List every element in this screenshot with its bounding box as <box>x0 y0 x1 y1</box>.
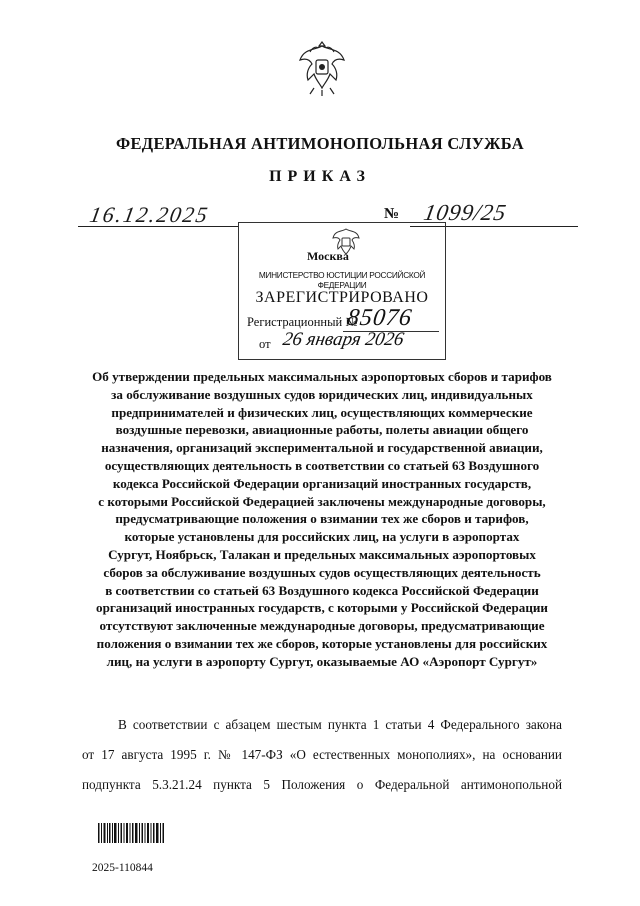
stamp-city: Москва <box>307 249 349 263</box>
title-line: которые установлены для российских лиц, на услуги в аэропортах <box>124 529 520 545</box>
document-type: ПРИКАЗ <box>269 168 371 185</box>
title-line: осуществляющих деятельность в соответствии со статьей 63 Воздушного <box>104 457 540 473</box>
title-line: за обслуживание воздушных судов юридических лиц, индивидуальных <box>111 386 533 402</box>
title-line: отсутствуют заключенные международные договоры, предусматривающие <box>99 618 545 634</box>
stamp-date: 26 января 2026 <box>281 329 406 350</box>
title-line: предусматривающие положения о взимании тех же сборов и тарифов, <box>115 511 529 527</box>
stamp-registered: ЗАРЕГИСТРИРОВАНО <box>255 289 429 306</box>
body-paragraph <box>82 710 562 800</box>
date-underline <box>78 226 238 227</box>
stamp-registration-label: Регистрационный № <box>247 315 358 329</box>
body-line: В соответствии с абзацем шестым пункта 1 статьи 4 Федерального закона <box>118 717 562 732</box>
agency-name: ФЕДЕРАЛЬНАЯ АНТИМОНОПОЛЬНАЯ СЛУЖБА <box>116 134 524 153</box>
title-line: Сургут, Ноябрьск, Талакан и предельных максимальных аэропортовых <box>108 546 536 562</box>
title-line: кодекса Российской Федерации организаций иностранных государств, <box>112 475 532 491</box>
title-line: лиц, на услуги в аэропорту Сургут, оказываемые АО «Аэропорт Сургут» <box>106 653 538 669</box>
order-number: 1099/25 <box>421 200 509 225</box>
title-line: положения о взимании тех же сборов, которые установлены для российских <box>96 635 548 651</box>
barcode-icon <box>98 823 164 843</box>
title-line: в соответствии со статьей 63 Воздушного кодекса Российской Федерации <box>105 582 539 598</box>
title-line: Об утверждении предельных максимальных аэропортовых сборов и тарифов <box>92 369 552 384</box>
title-line: назначения, организаций экспериментальной и государственной авиации, <box>101 440 543 456</box>
body-line: от 17 августа 1995 г. № 147-ФЗ «О естественных монополиях», на основании <box>82 747 562 762</box>
title-line: воздушные перевозки, авиационные работы, полеты авиации общего <box>115 422 529 438</box>
order-title <box>72 368 572 671</box>
stamp-date-prefix: от <box>259 337 271 351</box>
registration-stamp <box>238 222 446 360</box>
body-line: подпункта 5.3.21.24 пункта 5 Положения о Федеральной антимонопольной <box>82 777 562 792</box>
stamp-ministry: МИНИСТЕРСТВО ЮСТИЦИИ РОССИЙСКОЙ ФЕДЕРАЦИИ <box>258 270 426 290</box>
title-line: организаций иностранных государств, с которыми у Российской Федерации <box>96 600 548 616</box>
barcode-number: 2025-110844 <box>92 862 153 874</box>
title-line: сборов за обслуживание воздушных судов осуществляющих деятельность <box>103 564 541 580</box>
order-date: 16.12.2025 <box>87 202 212 227</box>
title-line: с которыми Российской Федерацией заключены международные договоры, <box>98 493 546 509</box>
number-label: № <box>384 206 400 222</box>
stamp-registration-number: 85076 <box>345 305 414 331</box>
title-line: предпринимателей и физических лиц, осуществляющих коммерческие <box>111 404 533 420</box>
coat-of-arms-icon <box>296 36 348 98</box>
